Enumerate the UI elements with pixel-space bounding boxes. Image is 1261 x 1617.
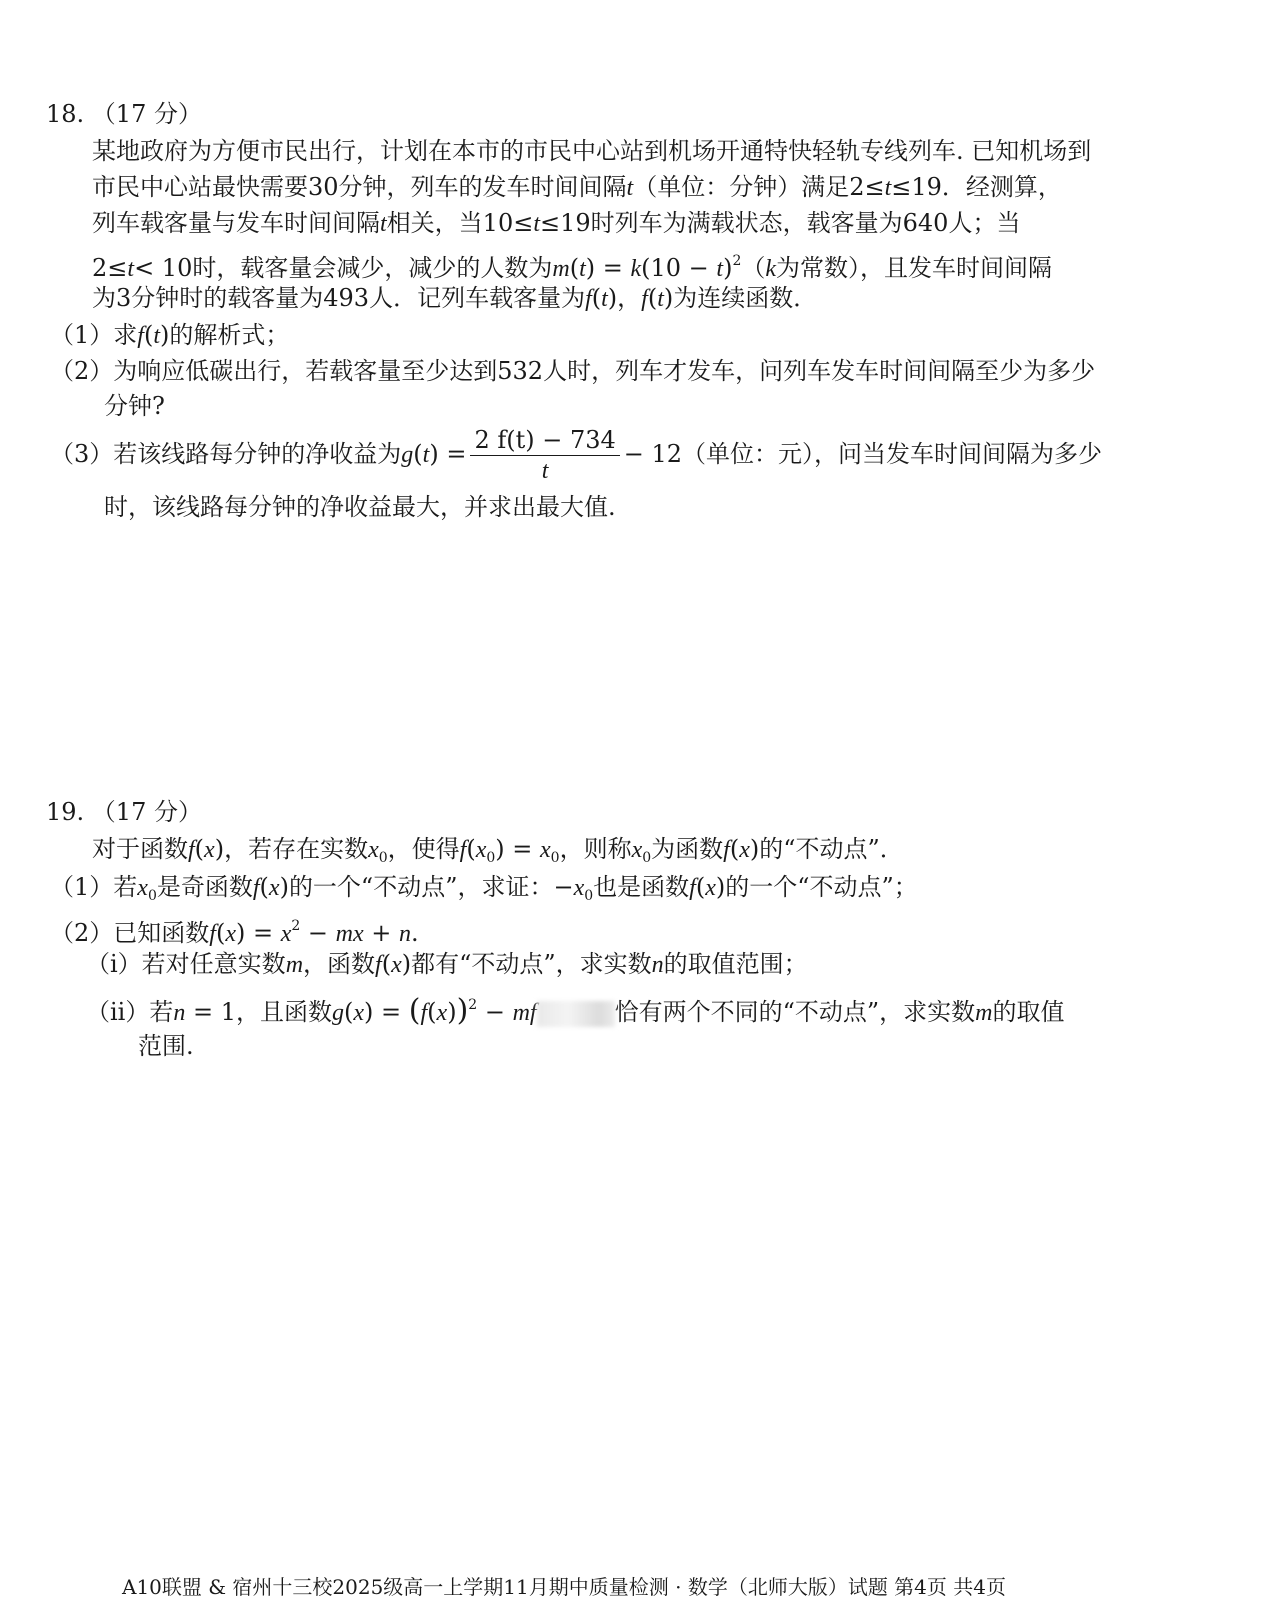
q19-sub2-ii-line-1: （ii）若n = 1，且函数$g(x) = (f(x))^2$ − mf 恰有两个不同的“不动点”，求实数m的取值: [86, 993, 1065, 1028]
q18-sub1: （1）求f(t)的解析式；: [50, 321, 290, 349]
q18-sub2-line-1: （2）为响应低碳出行，若载客量至少达到532人时，列车才发车，问列车发车时间间隔至少为多少: [50, 357, 1096, 385]
q19-sub2-ii-line-2: 范围.: [138, 1032, 194, 1060]
blurred-region: [537, 1001, 615, 1027]
q18-line-3: 列车载客量与发车时间间隔t相关，当10≤t≤19时列车为满载状态，载客量为640人；当: [92, 209, 1021, 237]
q19-sub2: （2）已知函数$f(x) = x^2$ − mx + n.: [50, 918, 419, 947]
q18-line-4: 2≤t< 10时，载客量会减少，减少的人数为$m(t) = k(10 - t)^2(k$为常数），且发车时间间隔: [92, 253, 1053, 282]
q19-header: 19. （17 分）: [46, 798, 202, 826]
q18-header: 18. （17 分）: [46, 100, 202, 128]
q18-sub3-line-1: （3）若该线路每分钟的净收益为g(t) = $\frac{2 f(t) - 734}{t}$ − 12（单位：元），问当发车时间间隔为多少: [50, 426, 1103, 484]
q18-sub3-line-2: 时，该线路每分钟的净收益最大，并求出最大值.: [104, 493, 616, 521]
q18-line-2: 市民中心站最快需要30分钟，列车的发车时间间隔t（单位：分钟）满足2≤t≤19．经测算，: [92, 173, 1062, 201]
q19-sub2-i: （i）若对任意实数m，函数f(x)都有“不动点”，求实数n的取值范围；: [86, 950, 808, 978]
q18-line-1: 某地政府为方便市民出行，计划在本市的市民中心站到机场开通特快轻轨专线列车. 已知机场到: [92, 137, 1092, 165]
q18-line-5: 为3分钟时的载客量为493人．记列车载客量为f(t)，f(t)为连续函数．: [92, 284, 818, 312]
q19-line-1: 对于函数f(x)，若存在实数$x_0$，使得$f(x_0) = x_0$，则称$x_0$为函数f(x)的“不动点”．: [92, 835, 904, 866]
fraction: $\frac{2 f(t) - 734}{t}$: [470, 425, 619, 486]
q19-sub1: （1）若$x_0$是奇函数f(x)的一个“不动点”，求证：$-x_0$也是函数f(x)的一个“不动点”；: [50, 873, 918, 904]
page-footer: A10联盟 & 宿州十三校2025级高一上学期11月期中质量检测 · 数学（北师大版）试题 第4页 共4页: [122, 1575, 1006, 1599]
q18-sub2-line-2: 分钟?: [104, 392, 165, 420]
